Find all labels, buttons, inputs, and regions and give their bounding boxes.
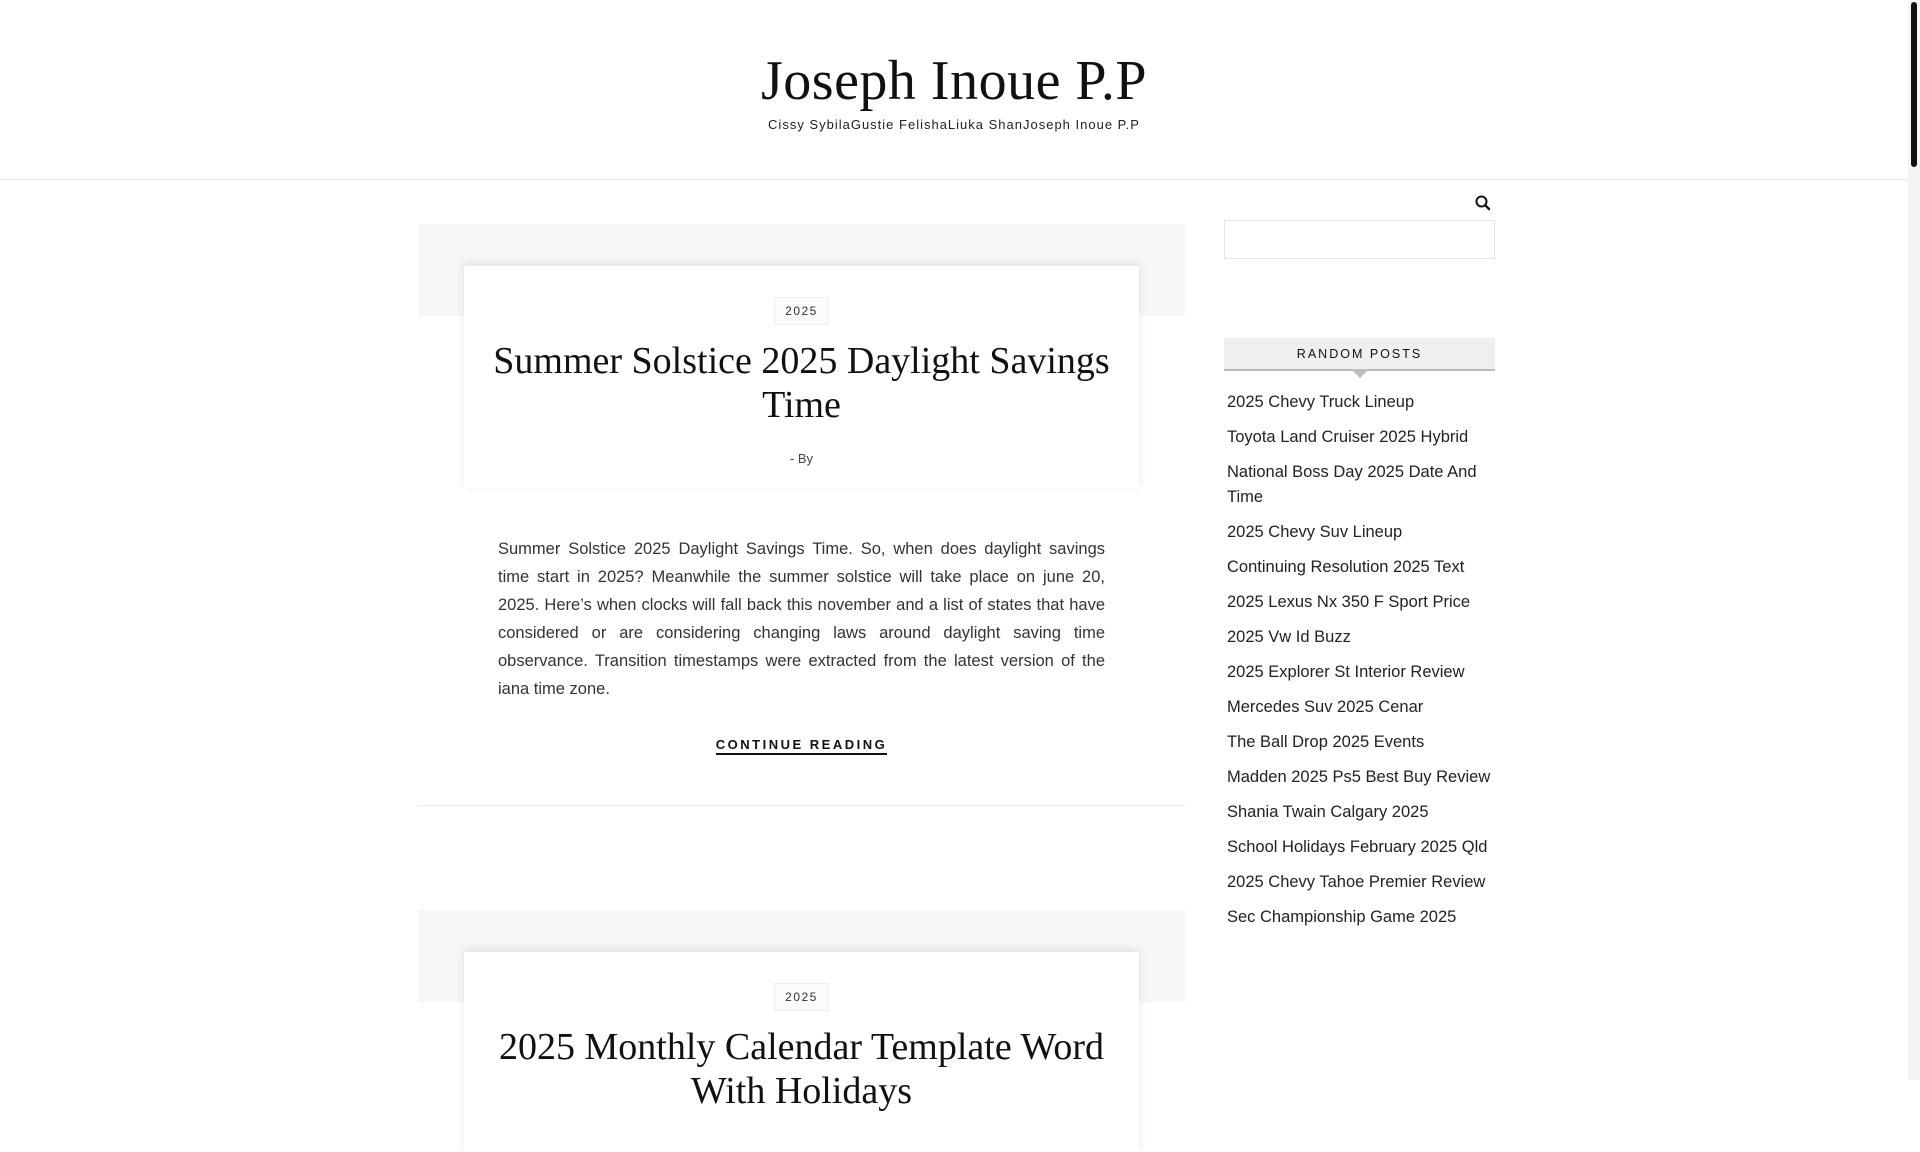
- post-card-1: [418, 224, 1185, 806]
- continue-reading-link[interactable]: CONTINUE READING: [716, 737, 887, 755]
- site-title[interactable]: Joseph Inoue P.P: [760, 50, 1148, 112]
- random-post-link[interactable]: The Ball Drop 2025 Events: [1227, 733, 1425, 751]
- post-divider: [418, 805, 1185, 806]
- random-post-link[interactable]: National Boss Day 2025 Date And Time: [1227, 463, 1477, 506]
- site-header: [0, 0, 1908, 180]
- page-scrollbar[interactable]: [1908, 0, 1920, 1080]
- post-header-card: [464, 952, 1139, 1152]
- random-posts-list: [1224, 390, 1502, 940]
- post-card-2: [418, 910, 1185, 1112]
- random-post-link[interactable]: 2025 Chevy Truck Lineup: [1227, 393, 1415, 411]
- random-post-link[interactable]: Madden 2025 Ps5 Best Buy Review: [1227, 768, 1491, 786]
- search-input[interactable]: [1224, 220, 1495, 259]
- post-meta: - By: [789, 451, 814, 466]
- random-post-link[interactable]: School Holidays February 2025 Qld: [1227, 838, 1488, 856]
- random-post-link[interactable]: Mercedes Suv 2025 Cenar: [1227, 698, 1424, 716]
- post-title[interactable]: Summer Solstice 2025 Daylight Savings Time: [493, 340, 1110, 426]
- search-icon[interactable]: [1474, 194, 1492, 212]
- category-badge[interactable]: 2025: [774, 297, 829, 325]
- random-post-link[interactable]: Toyota Land Cruiser 2025 Hybrid: [1227, 428, 1469, 446]
- random-post-link[interactable]: 2025 Chevy Suv Lineup: [1227, 523, 1403, 541]
- scrollbar-thumb[interactable]: [1911, 2, 1917, 167]
- post-header-card: [464, 266, 1139, 488]
- category-badge[interactable]: 2025: [774, 983, 829, 1011]
- post-excerpt: Summer Solstice 2025 Daylight Savings Time. So, when does daylight savings time start in 2025? Meanwhile the summer solstice will take place on june 20, 2025. Here’s when clocks will fall back this november and a list of states that have considered or are considering changing laws around daylight saving time observance. Transition timestamps were extracted from the latest version of the iana time zone.: [498, 540, 1105, 698]
- random-post-link[interactable]: Continuing Resolution 2025 Text: [1227, 558, 1465, 576]
- site-tagline: Cissy SybilaGustie FelishaLiuka ShanJoseph Inoue P.P: [768, 117, 1140, 132]
- random-post-link[interactable]: 2025 Lexus Nx 350 F Sport Price: [1227, 593, 1471, 611]
- random-post-link[interactable]: Shania Twain Calgary 2025: [1227, 803, 1429, 821]
- random-post-link[interactable]: 2025 Explorer St Interior Review: [1227, 663, 1465, 681]
- random-post-link[interactable]: Sec Championship Game 2025: [1227, 908, 1457, 926]
- random-post-link[interactable]: 2025 Chevy Tahoe Premier Review: [1227, 873, 1486, 891]
- random-posts-title: RANDOM POSTS: [1224, 338, 1495, 371]
- random-post-link[interactable]: 2025 Vw Id Buzz: [1227, 628, 1351, 646]
- post-title[interactable]: 2025 Monthly Calendar Template Word With Holidays: [499, 1026, 1104, 1112]
- continue-reading-wrapper: [418, 736, 1185, 754]
